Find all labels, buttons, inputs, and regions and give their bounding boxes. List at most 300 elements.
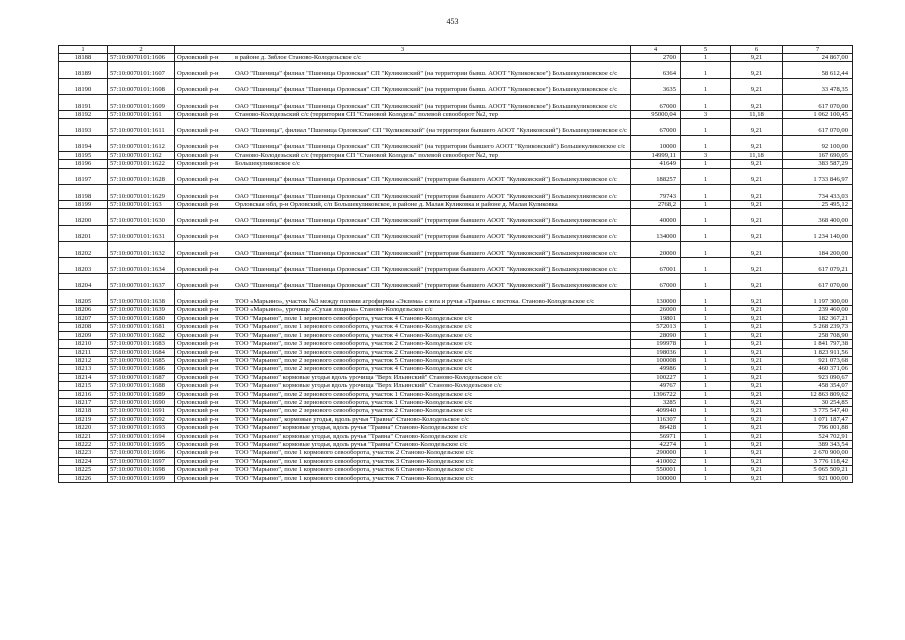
region-label: Орловский р-н <box>177 440 219 448</box>
registry-table-container <box>58 45 852 483</box>
table-row <box>59 135 853 151</box>
row-number-cell: 18220 <box>59 424 108 432</box>
group-cell: 1 <box>681 225 731 241</box>
cadastral-number-cell: 57:10:0070101:1606 <box>108 54 175 62</box>
description-text: ТОО "Марьино" кормовые угодья, вдоль ручья "Травна" Станово-Колодезьское с/с <box>235 432 468 440</box>
value-cell: 921 000,00 <box>783 474 853 482</box>
location-description-cell <box>175 323 631 331</box>
group-cell: 1 <box>681 184 731 200</box>
value-cell: 617 070,00 <box>783 274 853 290</box>
table-row <box>59 398 853 406</box>
location-description-cell <box>175 62 631 78</box>
table-row <box>59 323 853 331</box>
rate-cell: 9,21 <box>731 135 783 151</box>
value-cell: 617 079,21 <box>783 257 853 273</box>
region-label: Орловский р-н <box>177 233 219 241</box>
description-text: ТОО "Марьино" кормовые угодья, вдоль ручья "Травна" Станово-Колодезьское с/с <box>235 424 468 432</box>
group-cell: 1 <box>681 200 731 208</box>
group-cell: 1 <box>681 54 731 62</box>
row-number-cell: 18212 <box>59 356 108 364</box>
region-label: Орловский р-н <box>177 348 219 356</box>
location-description-cell <box>175 474 631 482</box>
location-description-cell <box>175 356 631 364</box>
region-label: Орловский р-н <box>177 356 219 364</box>
region-label: Орловский р-н <box>177 415 219 423</box>
value-cell: 617 070,00 <box>783 119 853 135</box>
description-text: ТОО "Марьино" кормовые угодья вдоль урочища "Верх Ильинский" Станово-Колодезьское с/с <box>235 373 502 381</box>
cadastral-number-cell: 57:10:0070101:1637 <box>108 274 175 290</box>
description-text: ТОО "Марьино", поле 1 кормового севооборота, участок 6 Станово-Колодезьское с/с <box>235 466 474 474</box>
row-number-cell: 18215 <box>59 382 108 390</box>
value-cell: 2 670 900,00 <box>783 449 853 457</box>
row-number-cell: 18192 <box>59 110 108 118</box>
location-description-cell <box>175 151 631 159</box>
area-cell: 10000 <box>631 135 681 151</box>
row-number-cell: 18204 <box>59 274 108 290</box>
region-label: Орловский р-н <box>177 217 219 225</box>
region-label: Орловский р-н <box>177 373 219 381</box>
cadastral-number-cell: 57:10:0070101:1695 <box>108 440 175 448</box>
row-number-cell: 18201 <box>59 225 108 241</box>
cadastral-number-cell: 57:10:0070101:1685 <box>108 356 175 364</box>
table-row <box>59 200 853 208</box>
table-row <box>59 432 853 440</box>
region-label: Орловский р-н <box>177 331 219 339</box>
value-cell: 12 863 809,62 <box>783 390 853 398</box>
cadastral-number-cell: 57:10:0070101:1629 <box>108 184 175 200</box>
group-cell: 1 <box>681 424 731 432</box>
table-row <box>59 424 853 432</box>
row-number-cell: 18205 <box>59 290 108 306</box>
group-cell: 1 <box>681 348 731 356</box>
cadastral-number-cell: 57:10:0070101:1683 <box>108 340 175 348</box>
cadastral-number-cell: 57:10:0070101:1684 <box>108 348 175 356</box>
table-row <box>59 390 853 398</box>
description-text: ТОО "Марьино" кормовые угодья, вдоль ручья "Травна" Станово-Колодезьское с/с <box>235 440 468 448</box>
cadastral-number-cell: 57:10:0070101:1697 <box>108 457 175 465</box>
cadastral-number-cell: 57:10:0070101:1632 <box>108 241 175 257</box>
rate-cell: 9,21 <box>731 457 783 465</box>
group-cell: 1 <box>681 382 731 390</box>
group-cell: 1 <box>681 440 731 448</box>
table-row <box>59 225 853 241</box>
group-cell: 1 <box>681 257 731 273</box>
area-cell: 40000 <box>631 209 681 225</box>
description-text: ОАО "Пшеница" филиал "Пшеница Орловская" СП "Куликовский" (на территории бывш. АООТ "Куликовское") Большекуликовское с/с <box>235 102 618 110</box>
row-number-cell: 18196 <box>59 160 108 168</box>
area-cell: 188257 <box>631 168 681 184</box>
rate-cell: 9,21 <box>731 241 783 257</box>
cadastral-number-cell: 57:10:0070101:162 <box>108 151 175 159</box>
cadastral-number-cell: 57:10:0070101:1687 <box>108 373 175 381</box>
cadastral-number-cell: 57:10:0070101:1628 <box>108 168 175 184</box>
cadastral-number-cell: 57:10:0070101:1688 <box>108 382 175 390</box>
rate-cell: 9,21 <box>731 390 783 398</box>
row-number-cell: 18226 <box>59 474 108 482</box>
area-cell: 6364 <box>631 62 681 78</box>
description-text: ОАО "Пшеница" филиал "Пшеница Орловская" СП "Куликовский" (территория бывшего АООТ "Куликовский") Большекуликовское с/с <box>235 176 617 184</box>
description-text: ОАО "Пшеница" филиал "Пшеница Орловская" СП "Куликовский" (территория бывшего АООТ "Куликовский") Большекуликовское с/с <box>235 233 617 241</box>
group-cell: 1 <box>681 466 731 474</box>
description-text: ОАО "Пшеница" филиал "Пшеница Орловская" СП "Куликовский" (территория бывшего АООТ "Куликовский") Большекуликовское с/с <box>235 217 617 225</box>
table-row <box>59 306 853 314</box>
value-cell: 30 254,85 <box>783 398 853 406</box>
cadastral-number-cell: 57:10:0070101:1631 <box>108 225 175 241</box>
area-cell: 67000 <box>631 274 681 290</box>
description-text: ТОО «Марьино», участок №3 между полями агрофирмы «Экзима» с юга и ручья «Травна» с востока. Станово-Колодезьское с/с <box>235 298 595 306</box>
cadastral-number-cell: 57:10:0070101:163 <box>108 200 175 208</box>
table-row <box>59 119 853 135</box>
region-label: Орловский р-н <box>177 432 219 440</box>
region-label: Орловский р-н <box>177 70 219 78</box>
header-row <box>59 46 853 54</box>
region-label: Орловский р-н <box>177 249 219 257</box>
area-cell: 67000 <box>631 94 681 110</box>
cadastral-number-cell: 57:10:0070101:1680 <box>108 314 175 322</box>
row-number-cell: 18195 <box>59 151 108 159</box>
row-number-cell: 18223 <box>59 449 108 457</box>
row-number-cell: 18210 <box>59 340 108 348</box>
location-description-cell <box>175 415 631 423</box>
area-cell: 67000 <box>631 119 681 135</box>
area-cell: 28090 <box>631 331 681 339</box>
area-cell: 410002 <box>631 457 681 465</box>
row-number-cell: 18218 <box>59 407 108 415</box>
location-description-cell <box>175 457 631 465</box>
area-cell: 49986 <box>631 365 681 373</box>
group-cell: 1 <box>681 241 731 257</box>
cadastral-number-cell: 57:10:0070101:1686 <box>108 365 175 373</box>
row-number-cell: 18198 <box>59 184 108 200</box>
value-cell: 1 062 100,45 <box>783 110 853 118</box>
description-text: ОАО "Пшеница" филиал "Пшеница Орловская" СП "Куликовский" (территория бывшего АООТ "Куликовский") Большекуликовское с/с <box>235 281 617 289</box>
group-cell: 1 <box>681 331 731 339</box>
rate-cell: 9,21 <box>731 449 783 457</box>
group-cell: 1 <box>681 474 731 482</box>
area-cell: 1396722 <box>631 390 681 398</box>
rate-cell: 9,21 <box>731 274 783 290</box>
table-row <box>59 440 853 448</box>
table-row <box>59 62 853 78</box>
location-description-cell <box>175 314 631 322</box>
location-description-cell <box>175 200 631 208</box>
description-text: ТОО "Марьино" кормовые угодья вдоль урочища "Верх Ильинский" Станово-Колодезьское с/с <box>235 382 502 390</box>
cadastral-number-cell: 57:10:0070101:1699 <box>108 474 175 482</box>
description-text: ТОО "Марьино", поле 2 зернового севооборота, участок 5 Станово-Колодезьское с/с <box>235 356 473 364</box>
value-cell: 617 070,00 <box>783 94 853 110</box>
group-cell: 1 <box>681 119 731 135</box>
cadastral-number-cell: 57:10:0070101:1609 <box>108 94 175 110</box>
value-cell: 1 733 846,97 <box>783 168 853 184</box>
row-number-cell: 18199 <box>59 200 108 208</box>
description-text: ТОО "Марьино", поле 2 зернового севооборота, участок 2 Станово-Колодезьское с/с <box>235 407 473 415</box>
area-cell: 49767 <box>631 382 681 390</box>
group-cell: 1 <box>681 62 731 78</box>
location-description-cell <box>175 382 631 390</box>
location-description-cell <box>175 407 631 415</box>
value-cell: 796 001,88 <box>783 424 853 432</box>
location-description-cell <box>175 168 631 184</box>
area-cell: 100000 <box>631 474 681 482</box>
area-cell: 86428 <box>631 424 681 432</box>
row-number-cell: 18217 <box>59 398 108 406</box>
region-label: Орловский р-н <box>177 457 219 465</box>
value-cell: 58 612,44 <box>783 62 853 78</box>
cadastral-number-cell: 57:10:0070101:1612 <box>108 135 175 151</box>
region-label: Орловский р-н <box>177 200 219 208</box>
value-cell: 3 776 118,42 <box>783 457 853 465</box>
group-cell: 1 <box>681 314 731 322</box>
table-row <box>59 160 853 168</box>
table-row <box>59 184 853 200</box>
table-row <box>59 466 853 474</box>
table-row <box>59 274 853 290</box>
rate-cell: 9,21 <box>731 474 783 482</box>
area-cell: 2768,2 <box>631 200 681 208</box>
cadastral-number-cell: 57:10:0070101:1608 <box>108 78 175 94</box>
row-number-cell: 18213 <box>59 365 108 373</box>
cadastral-number-cell: 57:10:0070101:1694 <box>108 432 175 440</box>
description-text: в районе д. Зяблое Станово-Колодезьское с/с <box>235 54 362 61</box>
rate-cell: 9,21 <box>731 356 783 364</box>
cadastral-number-cell: 57:10:0070101:1696 <box>108 449 175 457</box>
column-header: 1 <box>59 46 108 54</box>
row-number-cell: 18208 <box>59 323 108 331</box>
cadastral-number-cell: 57:10:0070101:1611 <box>108 119 175 135</box>
table-row <box>59 356 853 364</box>
value-cell: 239 460,00 <box>783 306 853 314</box>
cadastral-number-cell: 57:10:0070101:161 <box>108 110 175 118</box>
region-label: Орловский р-н <box>177 314 219 322</box>
location-description-cell <box>175 424 631 432</box>
region-label: Орловский р-н <box>177 466 219 474</box>
area-cell: 572013 <box>631 323 681 331</box>
table-row <box>59 209 853 225</box>
table-row <box>59 54 853 62</box>
area-cell: 134000 <box>631 225 681 241</box>
cadastral-number-cell: 57:10:0070101:1634 <box>108 257 175 273</box>
value-cell: 5 268 239,73 <box>783 323 853 331</box>
location-description-cell <box>175 340 631 348</box>
row-number-cell: 18190 <box>59 78 108 94</box>
rate-cell: 9,21 <box>731 168 783 184</box>
table-row <box>59 457 853 465</box>
area-cell: 56971 <box>631 432 681 440</box>
cadastral-number-cell: 57:10:0070101:1693 <box>108 424 175 432</box>
value-cell: 923 090,67 <box>783 373 853 381</box>
location-description-cell <box>175 306 631 314</box>
region-label: Орловский р-н <box>177 298 219 306</box>
row-number-cell: 18200 <box>59 209 108 225</box>
location-description-cell <box>175 160 631 168</box>
column-header: 2 <box>108 46 175 54</box>
description-text: ТОО "Марьино", поле 3 зернового севооборота, участок 2 Станово-Колодезьское с/с <box>235 340 473 348</box>
location-description-cell <box>175 94 631 110</box>
column-header: 5 <box>681 46 731 54</box>
description-text: ОАО "Пшеница" филиал "Пшеница Орловская" СП "Куликовский" (на территории бывш. АООТ "Куликовское") Большекуликовское с/с <box>235 70 618 78</box>
table-body <box>59 54 853 483</box>
rate-cell: 9,21 <box>731 200 783 208</box>
cadastral-number-cell: 57:10:0070101:1691 <box>108 407 175 415</box>
description-text: ТОО "Марьино", поле 3 зернового севооборота, участок 2 Станово-Колодезьское с/с <box>235 348 473 356</box>
row-number-cell: 18219 <box>59 415 108 423</box>
rate-cell: 9,21 <box>731 424 783 432</box>
region-label: Орловский р-н <box>177 323 219 331</box>
area-cell: 19801 <box>631 314 681 322</box>
row-number-cell: 18207 <box>59 314 108 322</box>
description-text: ОАО "Пшеница" филиал "Пшеница Орловская" СП "Куликовский" (на территории бывш. АООТ "Куликовское") Большекуликовское с/с <box>235 86 618 94</box>
row-number-cell: 18194 <box>59 135 108 151</box>
row-number-cell: 18206 <box>59 306 108 314</box>
table-row <box>59 365 853 373</box>
row-number-cell: 18188 <box>59 54 108 62</box>
description-text: ОАО "Пшеница" филиал "Пшеница Орловская" СП "Куликовский" (на территории бывшего АООТ "Куликовский") Большекуликовское с/с <box>235 143 626 151</box>
value-cell: 460 371,06 <box>783 365 853 373</box>
value-cell: 383 587,29 <box>783 160 853 168</box>
cadastral-number-cell: 57:10:0070101:1682 <box>108 331 175 339</box>
location-description-cell <box>175 331 631 339</box>
table-row <box>59 449 853 457</box>
location-description-cell <box>175 365 631 373</box>
table-row <box>59 415 853 423</box>
table-row <box>59 241 853 257</box>
rate-cell: 9,21 <box>731 398 783 406</box>
group-cell: 1 <box>681 274 731 290</box>
value-cell: 24 867,00 <box>783 54 853 62</box>
value-cell: 184 200,00 <box>783 241 853 257</box>
rate-cell: 9,21 <box>731 94 783 110</box>
row-number-cell: 18224 <box>59 457 108 465</box>
rate-cell: 9,21 <box>731 365 783 373</box>
row-number-cell: 18202 <box>59 241 108 257</box>
rate-cell: 9,21 <box>731 348 783 356</box>
group-cell: 3 <box>681 151 731 159</box>
rate-cell: 9,21 <box>731 62 783 78</box>
value-cell: 167 690,05 <box>783 151 853 159</box>
rate-cell: 9,21 <box>731 340 783 348</box>
group-cell: 1 <box>681 356 731 364</box>
area-cell: 100227 <box>631 373 681 381</box>
cadastral-number-cell: 57:10:0070101:1638 <box>108 290 175 306</box>
description-text: ТОО "Марьино", поле 1 зернового севооборота, участок 4 Станово-Колодезьское с/с <box>235 323 473 331</box>
location-description-cell <box>175 398 631 406</box>
area-cell: 20000 <box>631 241 681 257</box>
location-description-cell <box>175 78 631 94</box>
rate-cell: 11,18 <box>731 110 783 118</box>
location-description-cell <box>175 440 631 448</box>
group-cell: 1 <box>681 290 731 306</box>
rate-cell: 9,21 <box>731 257 783 273</box>
area-cell: 95000,04 <box>631 110 681 118</box>
description-text: ОАО "Пшеница" филиал "Пшеница Орловская" СП "Куликовский" (территория бывшего АООТ "Куликовский") Большекуликовское с/с <box>235 249 617 257</box>
row-number-cell: 18197 <box>59 168 108 184</box>
area-cell: 3285 <box>631 398 681 406</box>
group-cell: 1 <box>681 449 731 457</box>
row-number-cell: 18216 <box>59 390 108 398</box>
row-number-cell: 18193 <box>59 119 108 135</box>
row-number-cell: 18209 <box>59 331 108 339</box>
region-label: Орловский р-н <box>177 192 219 200</box>
region-label: Орловский р-н <box>177 398 219 406</box>
location-description-cell <box>175 110 631 118</box>
row-number-cell: 18211 <box>59 348 108 356</box>
region-label: Орловский р-н <box>177 151 219 159</box>
area-cell: 116307 <box>631 415 681 423</box>
value-cell: 33 478,35 <box>783 78 853 94</box>
region-label: Орловский р-н <box>177 127 219 135</box>
rate-cell: 9,21 <box>731 314 783 322</box>
location-description-cell <box>175 209 631 225</box>
group-cell: 1 <box>681 160 731 168</box>
rate-cell: 11,18 <box>731 151 783 159</box>
rate-cell: 9,21 <box>731 78 783 94</box>
group-cell: 1 <box>681 407 731 415</box>
group-cell: 1 <box>681 457 731 465</box>
row-number-cell: 18189 <box>59 62 108 78</box>
rate-cell: 9,21 <box>731 323 783 331</box>
value-cell: 3 775 547,40 <box>783 407 853 415</box>
region-label: Орловский р-н <box>177 449 219 457</box>
table-row <box>59 348 853 356</box>
description-text: Большекуликовское с/с <box>235 160 300 168</box>
group-cell: 1 <box>681 94 731 110</box>
region-label: Орловский р-н <box>177 474 219 482</box>
description-text: Орловская обл, р-н Орловский, с/п Большекуликовское, в районе д. Малая Куликовка и районе д. Малая Куликовка <box>235 200 558 208</box>
location-description-cell <box>175 466 631 474</box>
location-description-cell <box>175 348 631 356</box>
location-description-cell <box>175 135 631 151</box>
rate-cell: 9,21 <box>731 225 783 241</box>
cadastral-number-cell: 57:10:0070101:1698 <box>108 466 175 474</box>
table-row <box>59 382 853 390</box>
area-cell: 130000 <box>631 290 681 306</box>
area-cell: 14999,11 <box>631 151 681 159</box>
table-row <box>59 78 853 94</box>
location-description-cell <box>175 274 631 290</box>
rate-cell: 9,21 <box>731 119 783 135</box>
group-cell: 1 <box>681 365 731 373</box>
region-label: Орловский р-н <box>177 281 219 289</box>
rate-cell: 9,21 <box>731 407 783 415</box>
rate-cell: 9,21 <box>731 382 783 390</box>
description-text: ТОО "Марьино", поле 2 зернового севооборота, участок 4 Станово-Колодезьское с/с <box>235 365 473 373</box>
row-number-cell: 18214 <box>59 373 108 381</box>
value-cell: 368 400,00 <box>783 209 853 225</box>
description-text: ТОО "Марьино", поле 1 кормового севооборота, участок 3 Станово-Колодезьское с/с <box>235 457 474 465</box>
cadastral-number-cell: 57:10:0070101:1622 <box>108 160 175 168</box>
rate-cell: 9,21 <box>731 184 783 200</box>
area-cell: 41649 <box>631 160 681 168</box>
area-cell: 290000 <box>631 449 681 457</box>
rate-cell: 9,21 <box>731 440 783 448</box>
group-cell: 1 <box>681 390 731 398</box>
table-row <box>59 373 853 381</box>
description-text: ОАО "Пшеница" филиал "Пшеница Орловская" СП "Куликовский" (территория бывшего АООТ "Куликовский") Большекуликовское с/с <box>235 192 617 200</box>
rate-cell: 9,21 <box>731 373 783 381</box>
value-cell: 258 708,90 <box>783 331 853 339</box>
region-label: Орловский р-н <box>177 54 219 61</box>
page-number: 453 <box>446 17 459 26</box>
description-text: ОАО "Пшеница" филиал "Пшеница Орловская" СП "Куликовский" (территория бывшего АООТ "Куликовский") Большекуликовское с/с <box>235 265 617 273</box>
group-cell: 1 <box>681 415 731 423</box>
table-row <box>59 257 853 273</box>
group-cell: 1 <box>681 323 731 331</box>
group-cell: 1 <box>681 398 731 406</box>
table-row <box>59 331 853 339</box>
group-cell: 1 <box>681 168 731 184</box>
rate-cell: 9,21 <box>731 209 783 225</box>
area-cell: 199978 <box>631 340 681 348</box>
